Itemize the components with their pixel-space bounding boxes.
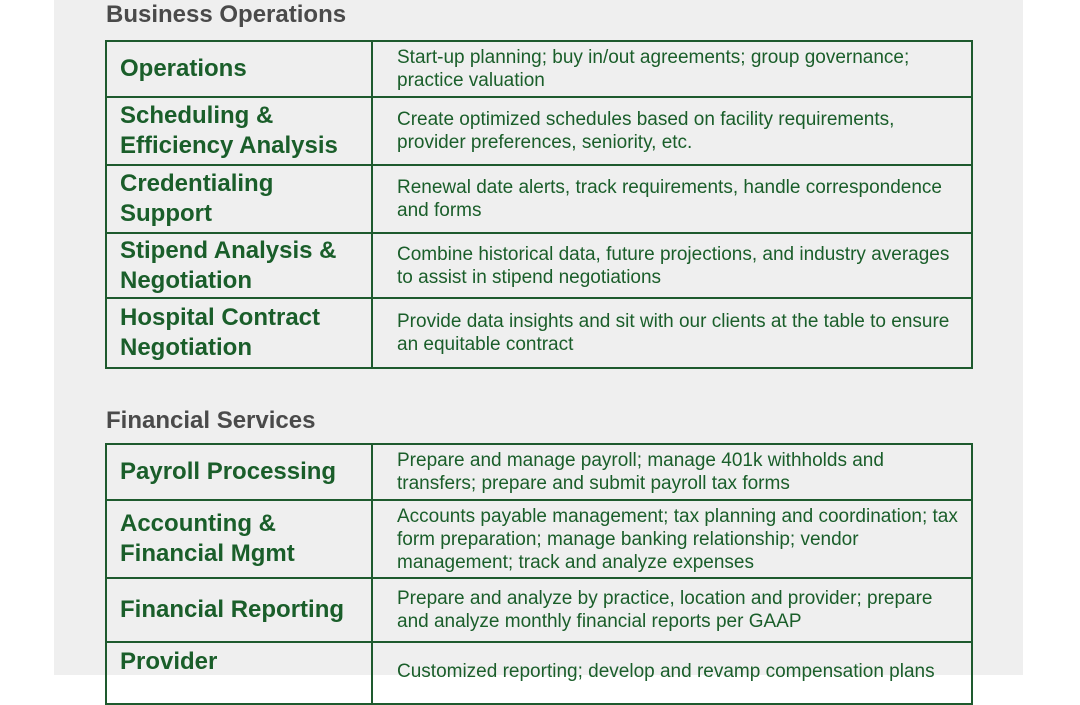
table-row: [106, 233, 972, 298]
section-title-financial-services: Financial Services: [106, 407, 316, 434]
table-row: [106, 500, 972, 578]
service-description: Provide data insights and sit with our clients at the table to ensure an equitable contract: [372, 298, 972, 368]
service-name: Financial Reporting: [106, 578, 372, 642]
section-title-business-operations: Business Operations: [106, 1, 347, 28]
service-name: Scheduling & Efficiency Analysis: [106, 97, 372, 165]
service-description: Renewal date alerts, track requirements, handle correspondence and forms: [372, 165, 972, 233]
table-row: [106, 578, 972, 642]
table-row: [106, 642, 972, 704]
table-row: [106, 298, 972, 368]
service-name: Accounting & Financial Mgmt: [106, 500, 372, 578]
service-name: Hospital Contract Negotiation: [106, 298, 372, 368]
business-operations-table: [105, 40, 973, 369]
table-row: [106, 165, 972, 233]
service-description: Start-up planning; buy in/out agreements; group governance; practice valuation: [372, 41, 972, 97]
table-row: [106, 444, 972, 500]
service-description: Customized reporting; develop and revamp compensation plans: [372, 642, 972, 704]
service-name: Credentialing Support: [106, 165, 372, 233]
service-description: Create optimized schedules based on facility requirements, provider preferences, seniority, etc.: [372, 97, 972, 165]
table-row: [106, 97, 972, 165]
service-name: Provider: [106, 642, 372, 704]
service-name: Stipend Analysis & Negotiation: [106, 233, 372, 298]
service-description: Prepare and manage payroll; manage 401k withholds and transfers; prepare and submit payroll tax forms: [372, 444, 972, 500]
service-name: Payroll Processing: [106, 444, 372, 500]
service-description: Accounts payable management; tax planning and coordination; tax form preparation; manage banking relationship; vendor management; track and analyze expenses: [372, 500, 972, 578]
service-description: Prepare and analyze by practice, location and provider; prepare and analyze monthly financial reports per GAAP: [372, 578, 972, 642]
financial-services-table: [105, 443, 973, 705]
table-row: [106, 41, 972, 97]
service-name: Operations: [106, 41, 372, 97]
service-description: Combine historical data, future projections, and industry averages to assist in stipend negotiations: [372, 233, 972, 298]
